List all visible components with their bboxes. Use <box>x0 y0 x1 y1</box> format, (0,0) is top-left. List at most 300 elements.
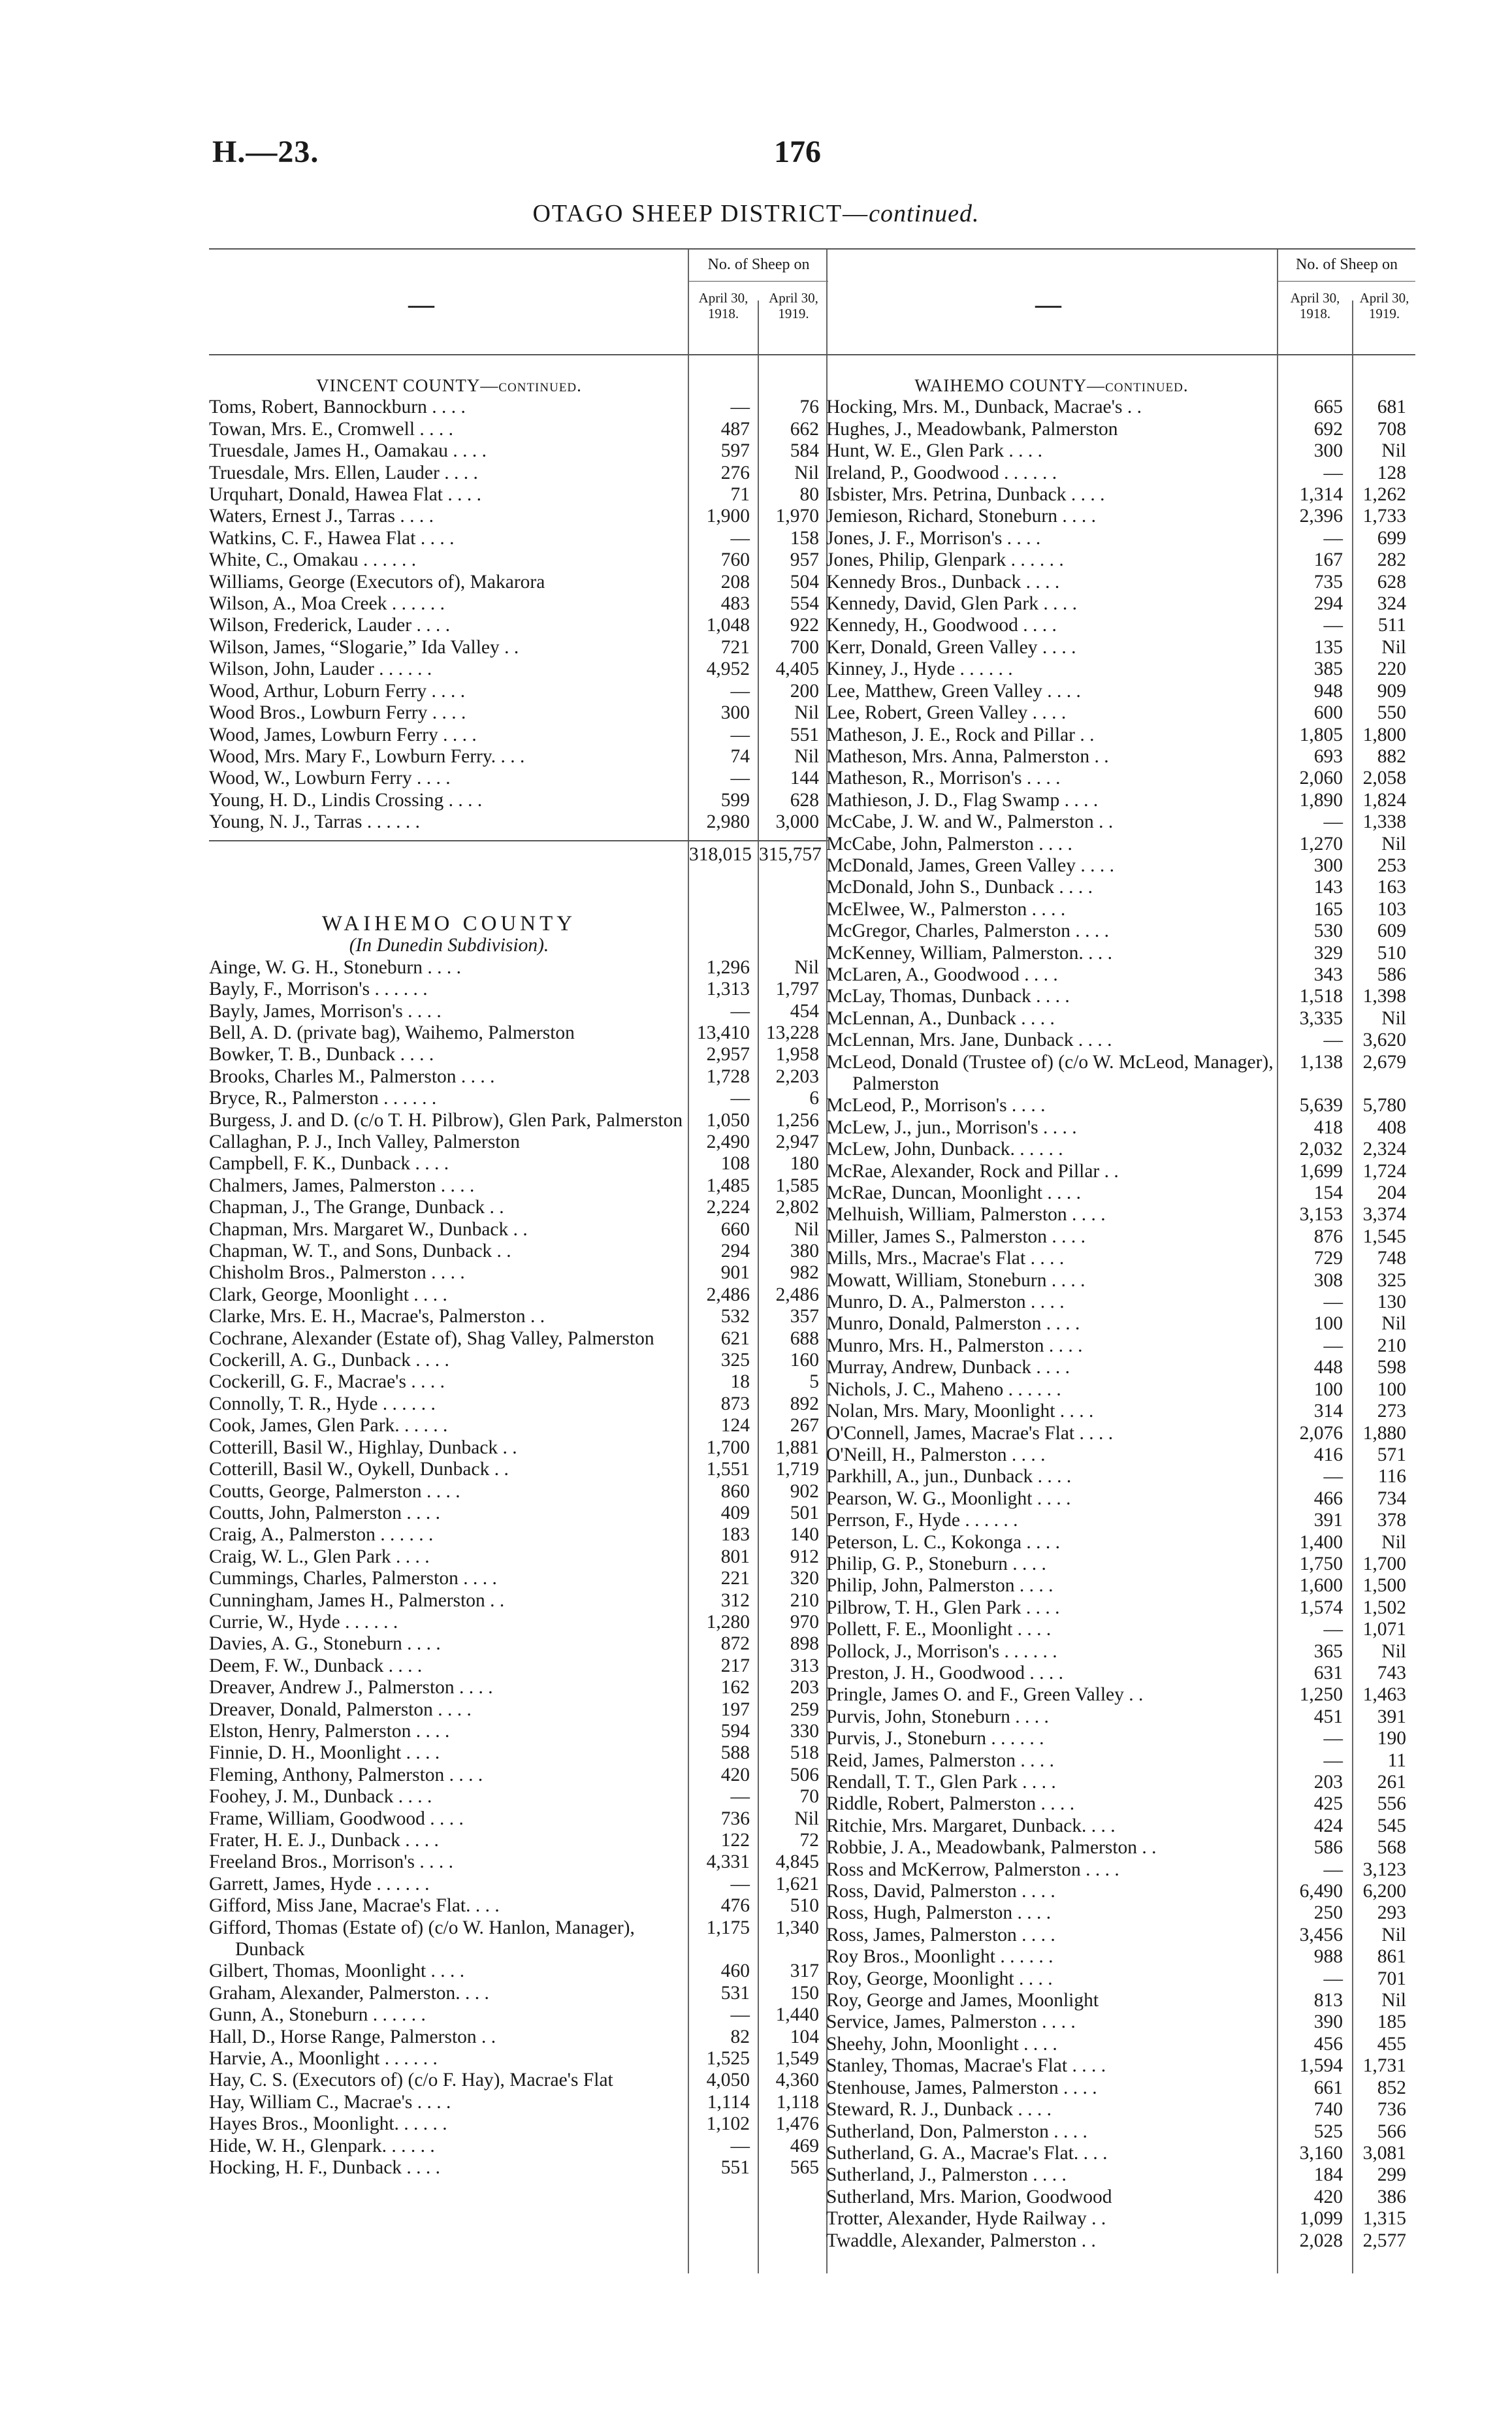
sheep-1918: 597 <box>720 440 750 462</box>
table-row <box>826 1095 1415 1116</box>
sheep-1919: 386 <box>1377 2186 1406 2207</box>
table-row <box>209 1219 828 1241</box>
sheep-1919: 2,486 <box>775 1284 819 1305</box>
owner-name: Wood, Mrs. Mary F., Lowburn Ferry. . . . <box>209 745 525 767</box>
sheep-1918: 1,551 <box>706 1459 750 1480</box>
right-header-col1: April 30, 1918. <box>1290 290 1340 321</box>
table-row <box>209 1524 828 1546</box>
owner-name: Williams, George (Executors of), Makarora <box>209 571 545 593</box>
owner-name: Watkins, C. F., Hawea Flat . . . . <box>209 527 455 549</box>
owner-name: McElwee, W., Palmerston . . . . <box>826 898 1066 920</box>
table-row <box>826 877 1415 898</box>
owner-name: Perrson, F., Hyde . . . . . . <box>826 1510 1018 1531</box>
table-row <box>209 1764 828 1786</box>
title-continued: continued. <box>869 200 980 227</box>
owner-name: Parkhill, A., jun., Dunback . . . . <box>826 1466 1072 1488</box>
table-row <box>209 1742 828 1764</box>
table-row <box>209 1459 828 1480</box>
section-heading <box>209 913 828 935</box>
sheep-1919: 190 <box>1377 1728 1406 1749</box>
sheep-1919: 3,081 <box>1362 2142 1406 2164</box>
owner-name: Pollock, J., Morrison's . . . . . . <box>826 1640 1057 1662</box>
sheep-1918: 599 <box>720 789 750 811</box>
left-header-group: No. of Sheep on <box>707 256 810 273</box>
sheep-1919: Nil <box>1381 1313 1406 1335</box>
table-row <box>826 1444 1415 1466</box>
sheep-1918: 3,153 <box>1299 1204 1343 1226</box>
sheep-1919: Nil <box>794 702 819 724</box>
table-row <box>209 593 828 615</box>
sheep-1919: 743 <box>1377 1662 1406 1683</box>
owner-name: Callaghan, P. J., Inch Valley, Palmerston <box>209 1131 521 1152</box>
sheep-1919: Nil <box>1381 636 1406 658</box>
sheep-1919: 200 <box>790 680 819 702</box>
owner-name: Burgess, J. and D. (c/o T. H. Pilbrow), Glen Park, Palmerston <box>209 1109 683 1131</box>
sheep-1918: 873 <box>720 1393 750 1414</box>
owner-name: Ross, Hugh, Palmerston . . . . <box>826 1902 1052 1924</box>
sheep-1918: 736 <box>720 1808 750 1829</box>
right-header-group: No. of Sheep on <box>1296 256 1398 273</box>
sheep-1918: — <box>1323 811 1343 833</box>
owner-name: Bayly, James, Morrison's . . . . <box>209 1000 442 1022</box>
table-row <box>826 1553 1415 1575</box>
sheep-1919: 13,228 <box>765 1022 819 1043</box>
sheep-1919: 1,797 <box>775 979 819 1000</box>
owner-name: Jones, Philip, Glenpark . . . . . . <box>826 549 1064 571</box>
sheep-1918: 100 <box>1313 1313 1343 1335</box>
sheep-1919: 518 <box>790 1742 819 1764</box>
sheep-1918: 2,490 <box>706 1131 750 1152</box>
sheep-1918: 665 <box>1313 397 1343 418</box>
owner-name: Stenhouse, James, Palmerston . . . . <box>826 2077 1097 2098</box>
right-header-col2: April 30, 1919. <box>1359 290 1409 321</box>
sheep-1919: 315,757 <box>759 843 822 865</box>
owner-name: Chisholm Bros., Palmerston . . . . <box>209 1262 465 1284</box>
sheep-1918: 1,400 <box>1299 1531 1343 1553</box>
left-header-col1: April 30, 1918. <box>698 290 748 321</box>
owner-name: Coutts, George, Palmerston . . . . <box>209 1480 460 1502</box>
table-row <box>209 1568 828 1589</box>
right-rows <box>826 355 1415 2252</box>
sheep-1918: 948 <box>1313 680 1343 702</box>
sheep-1919: 203 <box>790 1677 819 1699</box>
owner-name: Miller, James S., Palmerston . . . . <box>826 1226 1086 1247</box>
sheep-1919: 511 <box>1377 615 1406 636</box>
sheep-1918: 154 <box>1313 1182 1343 1204</box>
table-row <box>209 811 828 833</box>
sheep-1918: 860 <box>720 1480 750 1502</box>
sheep-1918: 460 <box>720 1960 750 1982</box>
owner-name: Mills, Mrs., Macrae's Flat . . . . <box>826 1248 1065 1269</box>
table-row <box>826 419 1415 440</box>
table-row <box>209 1983 828 2004</box>
table-row <box>209 681 828 702</box>
right-table-header <box>826 248 1415 355</box>
sheep-1918: 1,102 <box>706 2113 750 2135</box>
sheep-1919: 586 <box>1377 964 1406 985</box>
sheep-1918: 312 <box>720 1589 750 1611</box>
sheep-1919: Nil <box>794 1218 819 1240</box>
sheep-1919: 861 <box>1377 1946 1406 1968</box>
sheep-1918: — <box>730 397 750 418</box>
sheep-1918: 729 <box>1313 1248 1343 1269</box>
owner-name: Rendall, T. T., Glen Park . . . . <box>826 1772 1056 1793</box>
sheep-1918: 1,518 <box>1299 986 1343 1007</box>
sheep-1919: Nil <box>794 956 819 978</box>
owner-name: Hall, D., Horse Range, Palmerston . . <box>209 2026 496 2047</box>
sheep-1919: 1,970 <box>775 506 819 527</box>
sheep-1919: 571 <box>1377 1444 1406 1465</box>
sheep-1919: 504 <box>790 571 819 593</box>
owner-name: Kerr, Donald, Green Valley . . . . <box>826 636 1076 658</box>
table-row <box>826 397 1415 418</box>
table-row <box>826 986 1415 1007</box>
table-row <box>826 1968 1415 1990</box>
owner-name: Kennedy, David, Glen Park . . . . <box>826 593 1077 615</box>
owner-name: Bell, A. D. (private bag), Waihemo, Palmerston <box>209 1022 575 1043</box>
table-row <box>209 1546 828 1568</box>
section-heading <box>209 935 828 956</box>
table-row <box>209 1830 828 1851</box>
owner-name: Wood, James, Lowburn Ferry . . . . <box>209 724 477 745</box>
sheep-1919: 1,315 <box>1362 2208 1406 2230</box>
owner-name: McLay, Thomas, Dunback . . . . <box>826 986 1070 1007</box>
section-heading <box>209 375 828 397</box>
table-row <box>826 1881 1415 1902</box>
sheep-1918: 813 <box>1313 1990 1343 2011</box>
owner-name: Frater, H. E. J., Dunback . . . . <box>209 1830 439 1851</box>
sheep-1918: 2,957 <box>706 1044 750 1065</box>
sheep-1918: 594 <box>720 1720 750 1742</box>
sheep-1919: 72 <box>799 1830 819 1851</box>
sheep-1918: 203 <box>1313 1772 1343 1793</box>
owner-name: Young, H. D., Lindis Crossing . . . . <box>209 789 483 811</box>
table-row <box>826 1815 1415 1837</box>
owner-name: Jones, J. F., Morrison's . . . . <box>826 527 1041 549</box>
sheep-1919: 566 <box>1377 2121 1406 2142</box>
owner-name: Dreaver, Donald, Palmerston . . . . <box>209 1699 472 1720</box>
sheep-1919: 898 <box>790 1633 819 1655</box>
sheep-1919: 210 <box>790 1589 819 1611</box>
sheep-1918: 391 <box>1313 1510 1343 1531</box>
sheep-1918: — <box>730 1786 750 1808</box>
sheep-1918: 1,099 <box>1299 2208 1343 2230</box>
left-header-dash: — <box>408 289 434 319</box>
table-row <box>209 1590 828 1612</box>
sheep-1918: 250 <box>1313 1902 1343 1924</box>
sheep-1919: 3,374 <box>1362 1204 1406 1226</box>
owner-name: Wilson, John, Lauder . . . . . . <box>209 659 432 680</box>
sheep-1919: 681 <box>1377 397 1406 418</box>
sheep-1918: 692 <box>1313 418 1343 440</box>
sheep-1919: Nil <box>1381 1990 1406 2011</box>
sheep-1918: 451 <box>1313 1706 1343 1727</box>
sheep-1919: 909 <box>1377 680 1406 702</box>
owner-name: Isbister, Mrs. Petrina, Dunback . . . . <box>826 484 1105 506</box>
sheep-1918: 1,805 <box>1299 724 1343 745</box>
sheep-1918: — <box>730 2135 750 2156</box>
sheep-1919: Nil <box>1381 1924 1406 1945</box>
table-row <box>209 637 828 659</box>
owner-name: Deem, F. W., Dunback . . . . <box>209 1655 423 1676</box>
sheep-1919: 550 <box>1377 702 1406 724</box>
table-row <box>826 506 1415 527</box>
table-row <box>826 1030 1415 1051</box>
table-row <box>826 528 1415 549</box>
sheep-1919: 378 <box>1377 1510 1406 1531</box>
sheep-1918: 2,028 <box>1299 2230 1343 2251</box>
table-row <box>826 1052 1415 1096</box>
owner-name: Bayly, F., Morrison's . . . . . . <box>209 979 428 1000</box>
table-row <box>209 1088 828 1109</box>
sheep-1919: 2,324 <box>1362 1139 1406 1160</box>
sheep-1919: 1,733 <box>1362 506 1406 527</box>
owner-name: Roy Bros., Moonlight . . . . . . <box>826 1946 1054 1968</box>
owner-name: McCabe, John, Palmerston . . . . <box>826 833 1072 854</box>
section-heading <box>826 375 1415 397</box>
sheep-1918: 184 <box>1313 2164 1343 2186</box>
owner-name: McDonald, John S., Dunback . . . . <box>826 877 1093 898</box>
table-row <box>209 1851 828 1873</box>
sheep-1918: 6,490 <box>1299 1881 1343 1902</box>
owner-name: Kennedy Bros., Dunback . . . . <box>826 571 1060 593</box>
owner-name: Lee, Matthew, Green Valley . . . . <box>826 680 1081 702</box>
sheep-1918: 162 <box>720 1677 750 1699</box>
sheep-1919: 454 <box>790 1000 819 1022</box>
sheep-1918: — <box>1323 1335 1343 1356</box>
sheep-1918: 801 <box>720 1546 750 1567</box>
sheep-1919: 545 <box>1377 1815 1406 1836</box>
table-row <box>826 1423 1415 1444</box>
sheep-1918: 416 <box>1313 1444 1343 1465</box>
table-row <box>209 979 828 1000</box>
sheep-1918: 551 <box>720 2157 750 2179</box>
owner-name: Riddle, Robert, Palmerston . . . . <box>826 1793 1075 1815</box>
owner-name: McLew, J., jun., Morrison's . . . . <box>826 1116 1077 1138</box>
sheep-1919: 4,360 <box>775 2070 819 2091</box>
sheep-1918: 300 <box>1313 854 1343 876</box>
owner-name: Harvie, A., Moonlight . . . . . . <box>209 2048 438 2070</box>
owner-name: Murray, Andrew, Dunback . . . . <box>826 1357 1070 1378</box>
owner-name: Clark, George, Moonlight . . . . <box>209 1284 447 1305</box>
sheep-1919: 380 <box>790 1241 819 1262</box>
table-row <box>209 440 828 462</box>
table-row <box>209 1874 828 1895</box>
sheep-1918: — <box>1323 1292 1343 1313</box>
sheep-1918: 1,250 <box>1299 1684 1343 1706</box>
owner-name: Mowatt, William, Stoneburn . . . . <box>826 1269 1086 1291</box>
owner-name: McLeod, Donald (Trustee of) (c/o W. McLeod, Manager), Palmerston <box>826 1051 1274 1094</box>
sheep-1919: 1,440 <box>775 2004 819 2026</box>
sheep-1918: 74 <box>730 745 750 767</box>
sheep-1919: 510 <box>790 1895 819 1917</box>
sheep-1919: 568 <box>1377 1837 1406 1859</box>
table-row <box>209 615 828 636</box>
owner-name: Young, N. J., Tarras . . . . . . <box>209 811 421 833</box>
sheep-1919: 5 <box>809 1371 819 1393</box>
owner-name: Preston, J. H., Goodwood . . . . <box>826 1662 1064 1683</box>
right-table <box>826 248 1415 2260</box>
owner-name: Ritchie, Mrs. Margaret, Dunback. . . . <box>826 1815 1116 1836</box>
sheep-1918: 329 <box>1313 942 1343 964</box>
owner-name: Truesdale, Mrs. Ellen, Lauder . . . . <box>209 462 478 483</box>
sheep-1918: 1,314 <box>1299 484 1343 506</box>
table-row <box>209 2157 828 2179</box>
sheep-1919: 882 <box>1377 745 1406 767</box>
table-row <box>209 1241 828 1262</box>
owner-name: Philip, John, Palmerston . . . . <box>826 1575 1054 1597</box>
sheep-1918: 872 <box>720 1633 750 1655</box>
owner-name: Munro, Donald, Palmerston . . . . <box>826 1313 1080 1335</box>
owner-name: Chapman, Mrs. Margaret W., Dunback . . <box>209 1218 528 1240</box>
table-row <box>826 855 1415 877</box>
sheep-1919: 628 <box>790 789 819 811</box>
owner-name: Garrett, James, Hyde . . . . . . <box>209 1873 430 1894</box>
sheep-1919: 273 <box>1377 1401 1406 1422</box>
sheep-1918: 876 <box>1313 1226 1343 1247</box>
table-row <box>826 943 1415 964</box>
sheep-1919: 501 <box>790 1502 819 1523</box>
owner-name: Stanley, Thomas, Macrae's Flat . . . . <box>826 2055 1106 2077</box>
sheep-1918: 988 <box>1313 1946 1343 1968</box>
table-row <box>209 1131 828 1153</box>
table-row <box>209 484 828 506</box>
sheep-1918: 2,060 <box>1299 768 1343 789</box>
page-number: 176 <box>774 135 821 169</box>
owner-name: Urquhart, Donald, Hawea Flat . . . . <box>209 484 481 506</box>
sheep-1919: 158 <box>790 527 819 549</box>
sheep-1919: 1,585 <box>775 1175 819 1196</box>
table-row <box>826 440 1415 462</box>
sheep-1918: — <box>730 1000 750 1022</box>
table-row <box>826 1793 1415 1815</box>
owner-name: Campbell, F. K., Dunback . . . . <box>209 1153 449 1175</box>
owner-name: Pringle, James O. and F., Green Valley . . <box>826 1684 1144 1706</box>
table-row <box>826 1357 1415 1378</box>
sheep-1918: 1,050 <box>706 1109 750 1131</box>
table-row <box>826 768 1415 789</box>
owner-name: Chalmers, James, Palmerston . . . . <box>209 1175 475 1196</box>
owner-name: Finnie, D. H., Moonlight . . . . <box>209 1742 440 1764</box>
sheep-1919: 144 <box>790 768 819 789</box>
table-row <box>209 1044 828 1065</box>
table-row <box>826 1292 1415 1313</box>
sheep-1918: 1,699 <box>1299 1160 1343 1182</box>
table-row <box>209 957 828 979</box>
owner-name: Munro, D. A., Palmerston . . . . <box>826 1292 1065 1313</box>
table-row <box>826 572 1415 593</box>
table-row <box>826 1663 1415 1684</box>
sheep-1918: 418 <box>1313 1116 1343 1138</box>
page-header-code: H.—23. <box>212 135 319 169</box>
sheep-1919: 80 <box>799 484 819 506</box>
table-row <box>826 746 1415 768</box>
sheep-1918: 1,728 <box>706 1065 750 1087</box>
table-row <box>826 702 1415 724</box>
left-header-col2: April 30, 1919. <box>769 290 818 321</box>
table-row <box>209 463 828 484</box>
sheep-1919: 357 <box>790 1306 819 1327</box>
table-row <box>826 1532 1415 1553</box>
sheep-1919: 1,463 <box>1362 1684 1406 1706</box>
table-row <box>826 1204 1415 1226</box>
owner-name: Matheson, Mrs. Anna, Palmerston . . <box>826 745 1109 767</box>
owner-name: Gifford, Thomas (Estate of) (c/o W. Hanlon, Manager), Dunback <box>209 1917 635 1960</box>
sheep-1919: 1,719 <box>775 1459 819 1480</box>
sheep-1918: 1,890 <box>1299 789 1343 811</box>
sheep-1918: — <box>730 2004 750 2026</box>
sheep-1919: 2,203 <box>775 1065 819 1087</box>
owner-name: Peterson, L. C., Kokonga . . . . <box>826 1531 1061 1553</box>
total-row <box>209 840 828 866</box>
owner-name: Matheson, R., Morrison's . . . . <box>826 768 1061 789</box>
table-row <box>826 1837 1415 1859</box>
owner-name: (In Dunedin Subdivision). <box>349 935 549 956</box>
sheep-1919: 3,620 <box>1362 1030 1406 1051</box>
owner-name: Foohey, J. M., Dunback . . . . <box>209 1786 432 1808</box>
table-row <box>826 681 1415 702</box>
table-row <box>826 811 1415 833</box>
table-row <box>826 1379 1415 1401</box>
sheep-1919: 902 <box>790 1480 819 1502</box>
table-row <box>826 1684 1415 1706</box>
sheep-1919: 104 <box>790 2026 819 2047</box>
sheep-1918: — <box>730 724 750 745</box>
owner-name: Kinney, J., Hyde . . . . . . <box>826 659 1013 680</box>
table-row <box>826 1466 1415 1488</box>
table-row <box>209 1612 828 1633</box>
table-row <box>826 1510 1415 1531</box>
sheep-1918: — <box>730 768 750 789</box>
table-row <box>826 1750 1415 1772</box>
sheep-1918: 217 <box>720 1655 750 1676</box>
sheep-1919: 408 <box>1377 1116 1406 1138</box>
sheep-1918: 693 <box>1313 745 1343 767</box>
owner-name: WAIHEMO COUNTY <box>321 913 577 935</box>
table-row <box>826 2164 1415 2186</box>
table-row <box>826 1313 1415 1335</box>
owner-name: Cochrane, Alexander (Estate of), Shag Valley, Palmerston <box>209 1327 654 1349</box>
sheep-1918: 13,410 <box>696 1022 750 1043</box>
sheep-1918: 621 <box>720 1327 750 1349</box>
sheep-1919: 1,800 <box>1362 724 1406 745</box>
owner-name: Kennedy, H., Goodwood . . . . <box>826 615 1057 636</box>
sheep-1919: 5,780 <box>1362 1095 1406 1116</box>
table-row <box>826 1335 1415 1357</box>
table-row <box>209 1437 828 1459</box>
table-row <box>209 790 828 811</box>
owner-name: Cockerill, A. G., Dunback . . . . <box>209 1350 449 1371</box>
owner-name: Gunn, A., Stoneburn . . . . . . <box>209 2004 426 2026</box>
sheep-1918: 1,594 <box>1299 2055 1343 2077</box>
owner-name: McDonald, James, Green Valley . . . . <box>826 854 1115 876</box>
sheep-1918: 1,574 <box>1299 1597 1343 1618</box>
sheep-1919: 1,958 <box>775 1044 819 1065</box>
sheep-1919: 180 <box>790 1153 819 1175</box>
table-row <box>209 2113 828 2135</box>
sheep-1918: — <box>730 527 750 549</box>
owner-name: Nolan, Mrs. Mary, Moonlight . . . . <box>826 1401 1094 1422</box>
owner-name: Roy, George and James, Moonlight <box>826 1990 1099 2011</box>
sheep-1919: 469 <box>790 2135 819 2156</box>
sheep-1919: 317 <box>790 1960 819 1982</box>
sheep-1918: 2,076 <box>1299 1422 1343 1444</box>
sheep-1919: 957 <box>790 549 819 571</box>
sheep-1919: 584 <box>790 440 819 462</box>
table-row <box>826 1925 1415 1946</box>
table-row <box>209 1633 828 1655</box>
table-row <box>826 790 1415 811</box>
